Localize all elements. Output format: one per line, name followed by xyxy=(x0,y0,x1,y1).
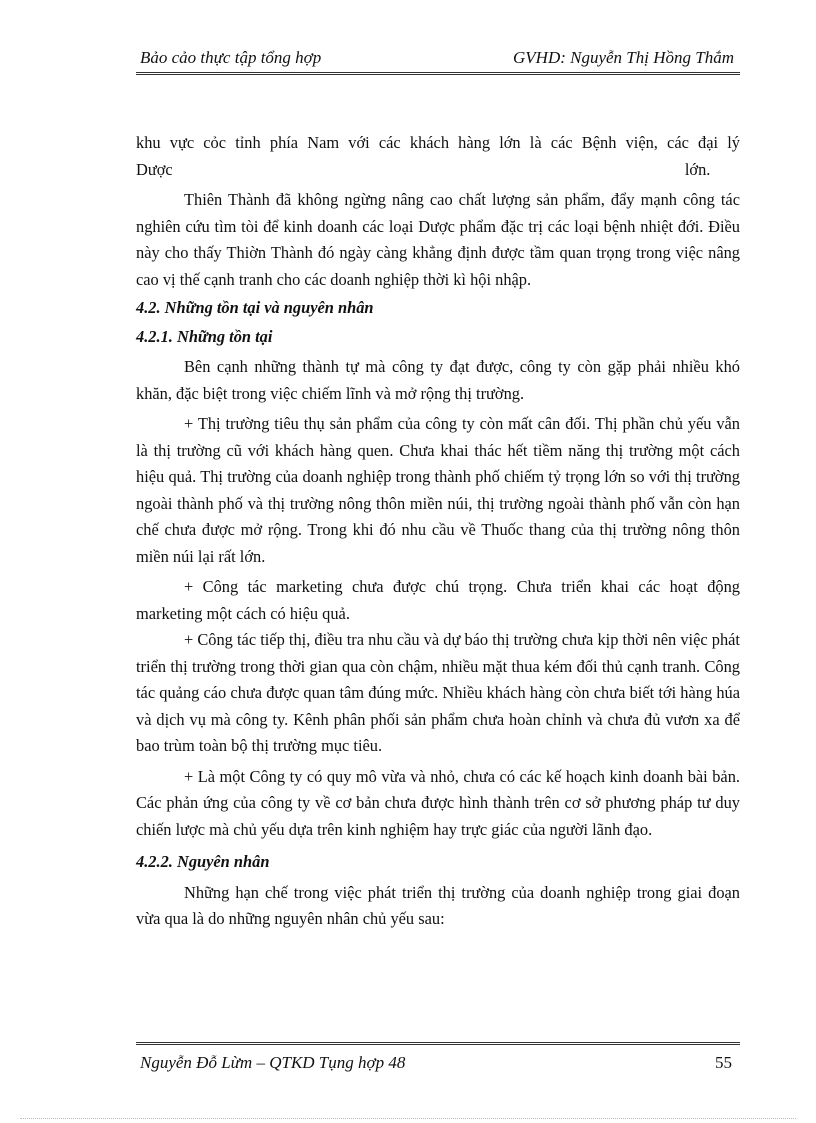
paragraph-thien-thanh: Thiên Thành đã không ngừng nâng cao chất lượng sản phẩm, đẩy mạnh công tác nghiên cứu tìm tòi để kinh doanh các loại Dược phẩm đặc trị các loại bệnh nhiệt đới. Điều này cho thấy Thiờn Thành đó ngày càng khẳng định được tầm quan trọng trong việc nâng cao vị thế cạnh tranh cho các doanh nghiệp thời kì hội nhập. xyxy=(136,190,740,289)
paragraph-causes: Những hạn chế trong việc phát triển thị trường của doanh nghiệp trong giai đoạn vừa qua là do những nguyên nhân chủ yếu sau: xyxy=(136,882,740,928)
paragraph-marketing: + Công tác marketing chưa được chú trọng. Chưa triển khai các hoạt động marketing một cách có hiệu quả. xyxy=(136,577,740,623)
header-supervisor: GVHD: Nguyễn Thị Hồng Thắm xyxy=(513,48,734,67)
header-report-title: Bảo cảo thực tập tổng hợp xyxy=(140,48,322,67)
paragraph-continued-line-2: Dược lớn. xyxy=(136,159,711,179)
page-header xyxy=(136,46,740,75)
section-heading-4-2-2: 4.2.2. Nguyên nhân xyxy=(136,852,270,871)
page-number: 55 xyxy=(715,1053,732,1072)
paragraph-market-imbalance: + Thị trường tiêu thụ sản phẩm của công ty còn mất cân đối. Thị phần chủ yếu vẫn là thị trường cũ với khách hàng quen. Chưa khai thác hết tiềm năng thị trường một cách hiệu quả. Thị trường của doanh nghiệp trong thành phố chiếm tỷ trọng lớn so với thị trường ngoài thành phố và thị trường nông thôn miền núi, thị trường ngoài thành phố vẫn còn hạn chế chưa được mở rộng. Trong khi đó nhu cầu về Thuốc thang của thị trường nông thôn miền núi lại rất lớn. xyxy=(136,414,740,566)
paragraph-difficulties: Bên cạnh những thành tự mà công ty đạt được, công ty còn gặp phải nhiều khó khăn, đặc biệt trong việc chiếm lĩnh và mở rộng thị trường. xyxy=(136,357,740,403)
paragraph-market-research: + Công tác tiếp thị, điều tra nhu cầu và dự báo thị trường chưa kịp thời nên việc phát triển thị trường trong thời gian qua còn chậm, nhiều mặt thua kém đối thủ cạnh tranh. Công tác quảng cáo chưa được quan tâm đúng mức. Nhiều khách hàng còn chưa biết tới hàng húa và dịch vụ mà công ty. Kênh phân phối sản phẩm chưa hoàn chỉnh và chưa đủ vươn xa để bao trùm toàn bộ thị trường mục tiêu. xyxy=(136,630,740,755)
page-content xyxy=(136,130,740,933)
page-bottom-divider xyxy=(20,1118,796,1119)
section-heading-4-2: 4.2. Những tồn tại và nguyên nhân xyxy=(136,298,374,317)
page-footer xyxy=(136,1042,740,1077)
paragraph-company-scale: + Là một Công ty có quy mô vừa và nhỏ, chưa có các kế hoạch kinh doanh bài bản. Các phản ứng của công ty về cơ bản chưa được hình thành trên cơ sở phương pháp tư duy chiến lược mà chủ yếu dựa trên kinh nghiệm hay trực giác của người lãnh đạo. xyxy=(136,766,740,839)
footer-author: Nguyễn Đỗ Lừm – QTKD Tụng hợp 48 xyxy=(140,1053,406,1072)
paragraph-continued-line-1: khu vực cỏc tỉnh phía Nam với các khách hàng lớn là các Bệnh viện, các đại lý xyxy=(136,133,740,152)
section-heading-4-2-1: 4.2.1. Những tồn tại xyxy=(136,326,273,346)
